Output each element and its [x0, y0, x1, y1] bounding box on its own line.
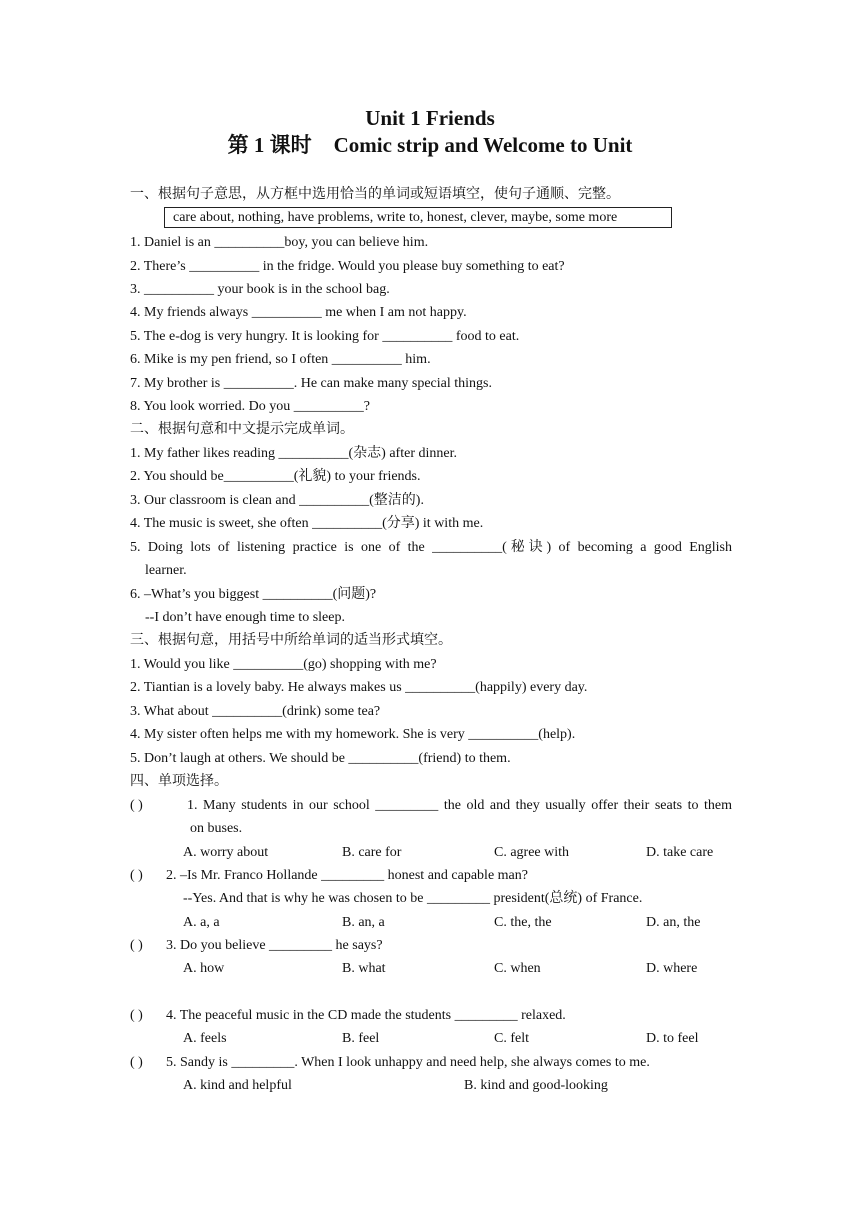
q4-option-d[interactable]: D. to feel — [646, 1031, 699, 1046]
s2-item-6-answer: --I don’t have enough time to sleep. — [145, 610, 345, 625]
q5-option-b[interactable]: B. kind and good-looking — [464, 1078, 608, 1093]
q4-stem: 4. The peaceful music in the CD made the students _________ relaxed. — [166, 1008, 566, 1023]
s1-item-2: 2. There’s __________ in the fridge. Would you please buy something to eat? — [130, 259, 565, 274]
answer-blank-4[interactable]: ( ) — [130, 1008, 143, 1023]
s1-item-5: 5. The e-dog is very hungry. It is looking for __________ food to eat. — [130, 329, 520, 344]
section-4-heading: 四、单项选择。 — [130, 774, 228, 789]
word-box: care about, nothing, have problems, write to, honest, clever, maybe, some more — [164, 207, 672, 228]
s2-item-1: 1. My father likes reading __________(杂志) after dinner. — [130, 446, 457, 461]
answer-blank-3[interactable]: ( ) — [130, 938, 143, 953]
s3-item-2: 2. Tiantian is a lovely baby. He always makes us __________(happily) every day. — [130, 680, 588, 695]
q3-stem: 3. Do you believe _________ he says? — [166, 938, 383, 953]
q1-option-d[interactable]: D. take care — [646, 845, 714, 860]
q1-stem-cont: on buses. — [190, 821, 243, 836]
section-3-heading: 三、根据句意，用括号中所给单词的适当形式填空。 — [130, 633, 452, 648]
s2-item-6: 6. –What’s you biggest __________(问题)? — [130, 587, 377, 602]
s3-item-5: 5. Don’t laugh at others. We should be __________(friend) to them. — [130, 751, 511, 766]
s2-item-2: 2. You should be__________(礼貌) to your friends. — [130, 469, 421, 484]
q5-stem: 5. Sandy is _________. When I look unhappy and need help, she always comes to me. — [166, 1055, 650, 1070]
q2-stem-cont: --Yes. And that is why he was chosen to be _________ president(总统) of France. — [183, 891, 643, 906]
q2-option-c[interactable]: C. the, the — [494, 915, 552, 930]
s3-item-3: 3. What about __________(drink) some tea? — [130, 704, 381, 719]
answer-blank-2[interactable]: ( ) — [130, 868, 143, 883]
s2-item-5: 5. Doing lots of listening practice is one of the __________(秘诀) of becoming a good English — [130, 540, 732, 555]
subtitle-lesson: 第 1 课时 — [227, 133, 312, 157]
s1-item-4: 4. My friends always __________ me when I am not happy. — [130, 305, 467, 320]
q2-option-b[interactable]: B. an, a — [342, 915, 385, 930]
s1-item-3: 3. __________ your book is in the school bag. — [130, 282, 390, 297]
s3-item-1: 1. Would you like __________(go) shopping with me? — [130, 657, 437, 672]
page-subtitle — [0, 133, 860, 157]
q2-stem: 2. –Is Mr. Franco Hollande _________ honest and capable man? — [166, 868, 528, 883]
q4-option-c[interactable]: C. felt — [494, 1031, 529, 1046]
q3-option-c[interactable]: C. when — [494, 961, 541, 976]
q1-option-c[interactable]: C. agree with — [494, 845, 570, 860]
section-2-heading: 二、根据句意和中文提示完成单词。 — [130, 422, 354, 437]
page-title: Unit 1 Friends — [365, 106, 495, 130]
q4-option-a[interactable]: A. feels — [183, 1031, 227, 1046]
q2-option-a[interactable]: A. a, a — [183, 915, 220, 930]
q2-option-d[interactable]: D. an, the — [646, 915, 701, 930]
s2-item-5-cont: learner. — [145, 563, 187, 578]
s2-item-4: 4. The music is sweet, she often __________(分享) it with me. — [130, 516, 484, 531]
answer-blank-5[interactable]: ( ) — [130, 1055, 143, 1070]
s1-item-1: 1. Daniel is an __________boy, you can believe him. — [130, 235, 429, 250]
q3-option-b[interactable]: B. what — [342, 961, 386, 976]
q3-option-a[interactable]: A. how — [183, 961, 225, 976]
q1-option-b[interactable]: B. care for — [342, 845, 402, 860]
subtitle-topic: Comic strip and Welcome to Unit — [333, 133, 633, 157]
q1-stem: 1. Many students in our school _________ the old and they usually offer their seats to them — [187, 798, 732, 813]
s2-item-3: 3. Our classroom is clean and __________(整洁的). — [130, 493, 424, 508]
q4-option-b[interactable]: B. feel — [342, 1031, 380, 1046]
section-1-heading: 一、根据句子意思，从方框中选用恰当的单词或短语填空，使句子通顺、完整。 — [130, 187, 620, 202]
answer-blank-1[interactable]: ( ) — [130, 798, 143, 813]
q3-option-d[interactable]: D. where — [646, 961, 698, 976]
s1-item-6: 6. Mike is my pen friend, so I often __________ him. — [130, 352, 431, 367]
s1-item-8: 8. You look worried. Do you __________? — [130, 399, 370, 414]
q1-option-a[interactable]: A. worry about — [183, 845, 269, 860]
s3-item-4: 4. My sister often helps me with my homework. She is very __________(help). — [130, 727, 576, 742]
s1-item-7: 7. My brother is __________. He can make many special things. — [130, 376, 492, 391]
q5-option-a[interactable]: A. kind and helpful — [183, 1078, 292, 1093]
